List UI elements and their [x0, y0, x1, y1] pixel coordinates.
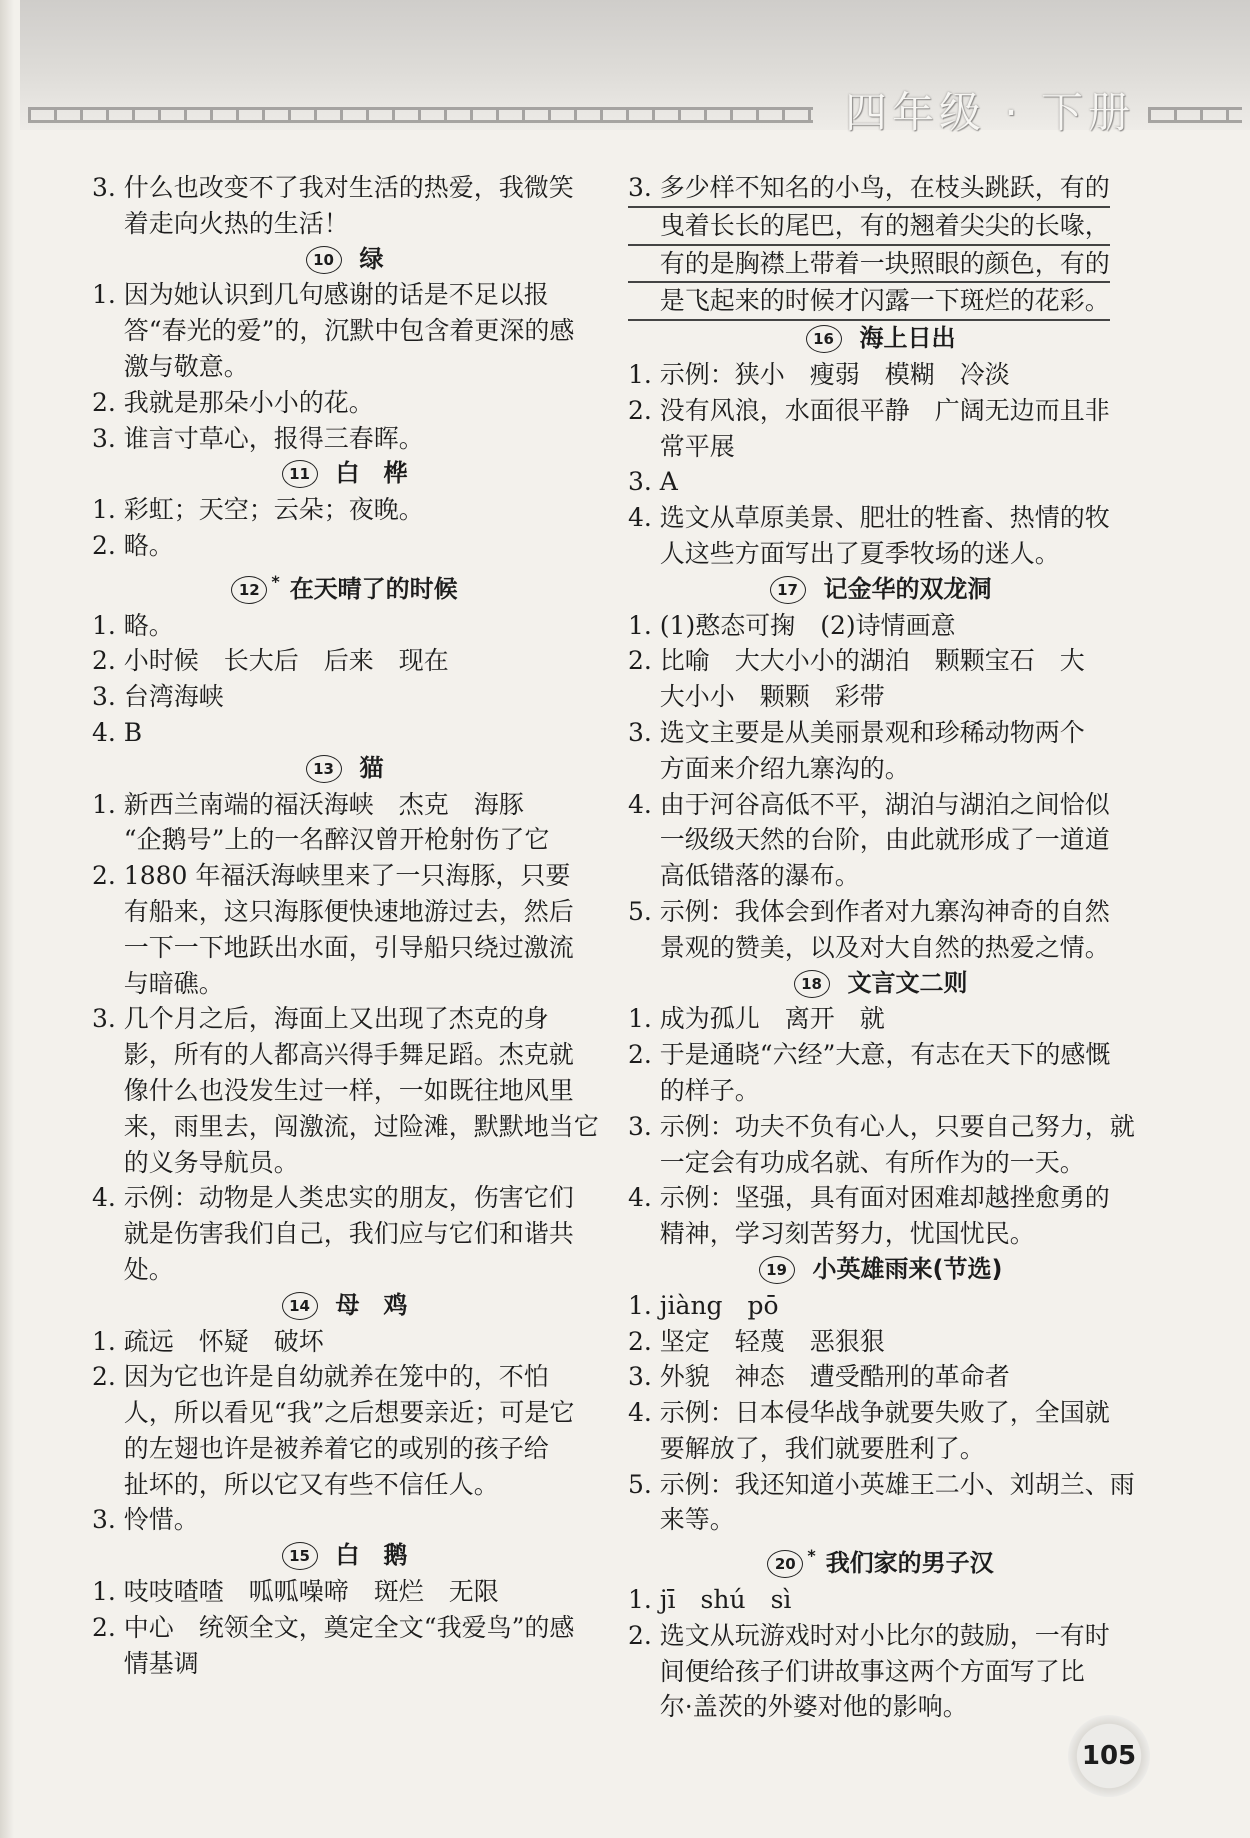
lesson-number-badge: 18: [794, 970, 830, 998]
answer-text: 1. 略。: [92, 610, 174, 640]
answer-text: 1. 因为她认识到几句感谢的话是不足以报: [92, 280, 549, 310]
answer-text: 2. 小时候 长大后 后来 现在: [92, 646, 449, 676]
answer-line: [628, 1431, 1133, 1467]
answer-line: [628, 1180, 1133, 1216]
answer-line: [628, 1582, 1133, 1618]
lesson-title: 记金华的双龙洞: [823, 574, 992, 603]
answer-line: [628, 246, 1133, 284]
answer-line: [628, 1654, 1133, 1690]
lesson-title: 在天晴了的时候: [289, 574, 458, 603]
answer-text: 来等。: [628, 1505, 735, 1535]
answer-text: 4. 示例：坚强，具有面对困难却越挫愈勇的: [628, 1183, 1110, 1213]
lesson-title: 白 桦: [335, 459, 408, 488]
answer-text: 处。: [92, 1254, 174, 1284]
answer-line: [92, 1359, 597, 1395]
answer-text: 3. 多少样不知名的小鸟，在枝头跳跃，有的: [628, 170, 1110, 208]
answer-text: 答“春光的爱”的，沉默中包含着更深的感: [92, 316, 575, 346]
answer-line: [628, 1001, 1133, 1037]
lesson-title: 小英雄雨来(节选): [812, 1254, 1003, 1283]
answer-text: 的义务导航员。: [92, 1147, 299, 1177]
answer-line: [92, 385, 597, 421]
answer-text: 与暗礁。: [92, 968, 224, 998]
answer-line: [92, 822, 597, 858]
answer-line: [92, 679, 597, 715]
answer-text: 曳着长长的尾巴，有的翘着尖尖的长喙，: [628, 208, 1110, 246]
answer-line: [628, 357, 1133, 393]
answer-line: [628, 787, 1133, 823]
answer-text: 4. 由于河谷高低不平，湖泊与湖泊之间恰似: [628, 789, 1110, 819]
answer-line: [92, 1145, 597, 1181]
answer-line: [628, 1689, 1133, 1725]
answer-line: [92, 894, 597, 930]
decorative-border-left: [28, 107, 813, 123]
answer-text: 4. B: [92, 717, 143, 747]
answer-text: 1. (1)憨态可掬 (2)诗情画意: [628, 610, 956, 640]
answer-line: [92, 170, 597, 206]
answer-line: [92, 1073, 597, 1109]
lesson-title: 我们家的男子汉: [825, 1549, 994, 1578]
answer-line: [92, 277, 597, 313]
answer-line: [92, 1037, 597, 1073]
answer-text: 4. 示例：动物是人类忠实的朋友，伤害它们: [92, 1183, 574, 1213]
answer-text: 要解放了，我们就要胜利了。: [628, 1433, 985, 1463]
answer-line: [628, 283, 1133, 321]
answer-line: [628, 1216, 1133, 1252]
answer-line: [628, 858, 1133, 894]
page-number: 105: [1068, 1715, 1150, 1797]
answer-text: 1. 彩虹；天空；云朵；夜晚。: [92, 495, 424, 525]
answer-line: [628, 822, 1133, 858]
optional-lesson-star-icon: *: [807, 1546, 816, 1566]
answer-line: [92, 608, 597, 644]
answer-text: 3. 谁言寸草心，报得三春晖。: [92, 423, 424, 453]
answer-line: [92, 1395, 597, 1431]
answer-text: 一级级天然的台阶，由此就形成了一道道: [628, 825, 1110, 855]
answer-text: 高低错落的瀑布。: [628, 861, 860, 891]
answer-line: [92, 1431, 597, 1467]
lesson-title: 母 鸡: [335, 1290, 408, 1319]
answer-line: [92, 858, 597, 894]
answer-line: [92, 966, 597, 1002]
lesson-number-badge: 19: [759, 1256, 795, 1284]
answer-line: [92, 313, 597, 349]
answer-text: 情基调: [92, 1648, 199, 1678]
answer-text: 扯坏的，所以它又有些不信任人。: [92, 1469, 499, 1499]
answer-line: [628, 1502, 1133, 1538]
answer-line: [628, 500, 1133, 536]
answer-line: [628, 429, 1133, 465]
answer-line: [92, 421, 597, 457]
answer-line: [628, 643, 1133, 679]
lesson-number-badge: 12: [231, 576, 267, 604]
grade-label: 四年级 · 下册: [845, 88, 1136, 137]
answer-line: [628, 1109, 1133, 1145]
answer-line: [628, 930, 1133, 966]
answer-line: [92, 1001, 597, 1037]
answer-text: 2. 比喻 大大小小的湖泊 颗颗宝石 大: [628, 646, 1085, 676]
lesson-heading: [628, 1538, 1133, 1582]
answer-text: 3. 示例：功夫不负有心人，只要自己努力，就: [628, 1111, 1135, 1141]
answer-text: 尔·盖茨的外婆对他的影响。: [628, 1692, 968, 1722]
answer-text: “企鹅号”上的一名醉汉曾开枪射伤了它: [92, 825, 550, 855]
answer-text: 景观的赞美，以及对大自然的热爱之情。: [628, 932, 1110, 962]
answer-text: 3. 选文主要是从美丽景观和珍稀动物两个: [628, 717, 1085, 747]
lesson-title: 文言文二则: [847, 968, 968, 997]
answer-text: 2. 没有风浪，水面很平静 广阔无边而且非: [628, 395, 1110, 425]
answer-line: [92, 787, 597, 823]
optional-lesson-star-icon: *: [271, 571, 280, 591]
answer-text: 一定会有功成名就、有所作为的一天。: [628, 1147, 1085, 1177]
answer-line: [92, 1324, 597, 1360]
answer-line: [628, 1359, 1133, 1395]
answer-line: [628, 608, 1133, 644]
lesson-number-badge: 14: [282, 1292, 318, 1320]
answer-text: 有船来，这只海豚便快速地游过去，然后: [92, 896, 574, 926]
answer-text: 激与敬意。: [92, 351, 249, 381]
answer-text: 大小小 颗颗 彩带: [628, 682, 885, 712]
lesson-heading: [628, 321, 1133, 357]
answer-text: 4. 选文从草原美景、肥壮的牲畜、热情的牧: [628, 503, 1110, 533]
answer-text: 的样子。: [628, 1075, 760, 1105]
answer-text: 5. 示例：我体会到作者对九寨沟神奇的自然: [628, 896, 1110, 926]
answer-text: 2. 我就是那朵小小的花。: [92, 387, 374, 417]
answer-text: 方面来介绍九寨沟的。: [628, 753, 910, 783]
answer-line: [628, 1324, 1133, 1360]
answer-line: [92, 1252, 597, 1288]
answer-text: 常平展: [628, 431, 735, 461]
answer-text: 像什么也没发生过一样，一如既往地风里: [92, 1075, 574, 1105]
lesson-title: 猫: [359, 753, 384, 782]
answer-line: [92, 206, 597, 242]
answer-line: [628, 1467, 1133, 1503]
answer-line: [628, 393, 1133, 429]
answer-text: 人这些方面写出了夏季牧场的迷人。: [628, 538, 1060, 568]
answer-line: [628, 1037, 1133, 1073]
lesson-number-badge: 20: [767, 1550, 803, 1578]
answer-line: [628, 894, 1133, 930]
answer-line: [92, 715, 597, 751]
answer-line: [628, 170, 1133, 208]
answer-line: [92, 1502, 597, 1538]
page-edge-shadow: [0, 0, 14, 1838]
answer-text: 2. 1880 年福沃海峡里来了一只海豚，只要: [92, 861, 571, 891]
lesson-number-badge: 13: [306, 755, 342, 783]
lesson-heading: [628, 966, 1133, 1002]
answer-text: 3. 外貌 神态 遭受酷刑的革命者: [628, 1362, 1010, 1392]
lesson-heading: [92, 751, 597, 787]
answer-line: [92, 1467, 597, 1503]
answer-text: 3. A: [628, 467, 678, 497]
decorative-border-right: [1148, 107, 1242, 123]
lesson-number-badge: 16: [806, 325, 842, 353]
answer-text: 1. jī shú sì: [628, 1585, 792, 1615]
answer-text: 影，所有的人都高兴得手舞足蹈。杰克就: [92, 1040, 574, 1070]
answer-text: 2. 坚定 轻蔑 恶狠狠: [628, 1326, 885, 1356]
lesson-number-badge: 11: [282, 460, 318, 488]
answer-text: 1. 吱吱喳喳 呱呱噪啼 斑烂 无限: [92, 1577, 499, 1607]
lesson-number-badge: 10: [306, 246, 342, 274]
answer-text: 是飞起来的时候才闪露一下斑烂的花彩。: [628, 283, 1110, 321]
answer-text: 1. 新西兰南端的福沃海峡 杰克 海豚: [92, 789, 524, 819]
answer-line: [628, 1288, 1133, 1324]
answer-line: [628, 208, 1133, 246]
answer-text: 着走向火热的生活！: [92, 208, 349, 238]
lesson-number-badge: 17: [770, 576, 806, 604]
answer-line: [628, 464, 1133, 500]
answer-line: [92, 349, 597, 385]
answer-line: [628, 751, 1133, 787]
answer-line: [92, 1646, 597, 1682]
answer-text: 有的是胸襟上带着一块照眼的颜色，有的: [628, 246, 1110, 284]
lesson-title: 绿: [359, 244, 384, 273]
answer-line: [92, 930, 597, 966]
answer-text: 的左翅也许是被养着它的或别的孩子给: [92, 1433, 549, 1463]
lesson-heading: [92, 564, 597, 608]
answer-line: [92, 1216, 597, 1252]
answer-text: 2. 因为它也许是自幼就养在笼中的，不怕: [92, 1362, 549, 1392]
answer-text: 1. 疏远 怀疑 破坏: [92, 1326, 324, 1356]
answer-line: [92, 1610, 597, 1646]
answer-column-right: [628, 170, 1133, 1725]
answer-line: [92, 492, 597, 528]
answer-text: 3. 怜惜。: [92, 1505, 199, 1535]
lesson-heading: [628, 1252, 1133, 1288]
answer-text: 5. 示例：我还知道小英雄王二小、刘胡兰、雨: [628, 1469, 1135, 1499]
lesson-heading: [628, 572, 1133, 608]
answer-text: 2. 中心 统领全文，奠定全文“我爱鸟”的感: [92, 1612, 575, 1642]
answer-column-left: [92, 170, 597, 1681]
lesson-title: 海上日出: [859, 324, 956, 353]
answer-line: [92, 643, 597, 679]
answer-text: 人，所以看见“我”之后想要亲近；可是它: [92, 1398, 575, 1428]
answer-line: [92, 1109, 597, 1145]
answer-text: 1. jiàng pō: [628, 1290, 779, 1320]
answer-text: 精神，学习刻苦努力，忧国忧民。: [628, 1219, 1035, 1249]
answer-text: 2. 选文从玩游戏时对小比尔的鼓励，一有时: [628, 1620, 1110, 1650]
answer-text: 来，雨里去，闯激流，过险滩，默默地当它: [92, 1111, 599, 1141]
answer-line: [92, 1180, 597, 1216]
answer-text: 一下一下地跃出水面，引导船只绕过激流: [92, 932, 574, 962]
answer-text: 1. 示例：狭小 瘦弱 模糊 冷淡: [628, 359, 1010, 389]
answer-text: 4. 示例：日本侵华战争就要失败了，全国就: [628, 1398, 1110, 1428]
answer-line: [92, 528, 597, 564]
answer-text: 1. 成为孤儿 离开 就: [628, 1004, 885, 1034]
answer-line: [628, 715, 1133, 751]
answer-line: [628, 1145, 1133, 1181]
answer-line: [92, 1574, 597, 1610]
answer-text: 就是伤害我们自己，我们应与它们和谐共: [92, 1219, 574, 1249]
lesson-heading: [92, 242, 597, 278]
lesson-heading: [92, 1288, 597, 1324]
answer-line: [628, 1395, 1133, 1431]
lesson-number-badge: 15: [282, 1542, 318, 1570]
answer-text: 2. 略。: [92, 530, 174, 560]
answer-text: 3. 什么也改变不了我对生活的热爱，我微笑: [92, 173, 574, 202]
lesson-heading: [92, 1538, 597, 1574]
answer-text: 间便给孩子们讲故事这两个方面写了比: [628, 1656, 1085, 1686]
answer-text: 3. 几个月之后，海面上又出现了杰克的身: [92, 1004, 549, 1034]
answer-line: [628, 536, 1133, 572]
answer-line: [628, 1073, 1133, 1109]
answer-text: 3. 台湾海峡: [92, 682, 224, 712]
answer-line: [628, 1618, 1133, 1654]
lesson-heading: [92, 456, 597, 492]
lesson-title: 白 鹅: [335, 1541, 408, 1570]
answer-text: 2. 于是通晓“六经”大意，有志在天下的感慨: [628, 1040, 1111, 1070]
answer-line: [628, 679, 1133, 715]
